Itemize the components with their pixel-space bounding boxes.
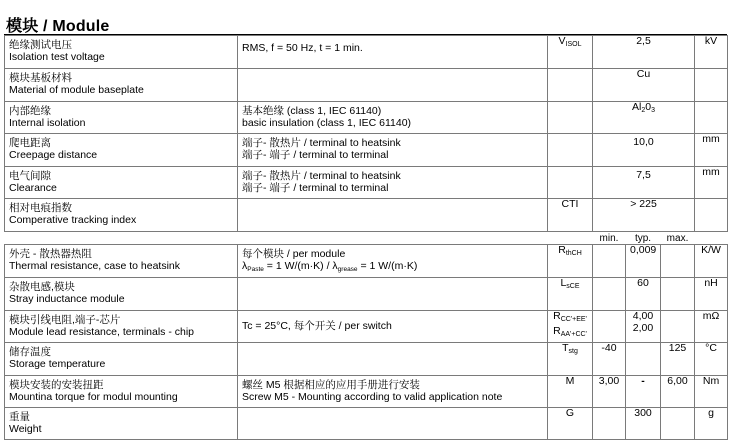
module-spec-table xyxy=(4,35,728,440)
min-cell: -40 xyxy=(593,343,626,376)
value-cell: 7,5 xyxy=(593,167,695,199)
typ-cell: 60 xyxy=(626,278,661,311)
symbol-cell xyxy=(548,69,593,102)
param-cell: 爬电距离 Creepage distance xyxy=(5,134,238,167)
symbol-cell: $T_{stg}$ xyxy=(548,343,593,376)
page-title: 模块 / Module xyxy=(6,18,110,35)
unit-cell xyxy=(695,102,728,134)
table-row xyxy=(5,167,728,199)
unit-cell: mm xyxy=(695,167,728,199)
max-cell xyxy=(661,278,695,311)
symbol-cell: $V_{ISOL}$ xyxy=(548,36,593,69)
param-cell: 储存温度 Storage temperature xyxy=(5,343,238,376)
min-cell xyxy=(593,245,626,278)
unit-cell: g xyxy=(695,408,728,440)
param-cell: 内部绝缘 Internal isolation xyxy=(5,102,238,134)
symbol-cell xyxy=(548,167,593,199)
condition-cell xyxy=(238,278,548,311)
table-row xyxy=(5,245,728,278)
param-cell: 绝缘测试电压 Isolation test voltage xyxy=(5,36,238,69)
condition-cell: 螺丝 M5 根据相应的应用手册进行安装 Screw M5 - Mounting according to valid application note xyxy=(238,376,548,408)
table-row xyxy=(5,134,728,167)
condition-cell: 每个模块 / per module λPaste = 1 W/(m·K) / λgrease = 1 W/(m·K) xyxy=(238,245,548,278)
min-cell xyxy=(593,278,626,311)
condition-cell: 基本绝缘 (class 1, IEC 61140) basic insulation (class 1, IEC 61140) xyxy=(238,102,548,134)
unit-cell: °C xyxy=(695,343,728,376)
param-cell: 模块引线电阻,端子-芯片 Module lead resistance, terminals - chip xyxy=(5,311,238,343)
table-row xyxy=(5,408,728,440)
table-row xyxy=(5,69,728,102)
symbol-cell xyxy=(548,102,593,134)
table-row xyxy=(5,311,728,343)
max-cell xyxy=(661,311,695,343)
table-row xyxy=(5,199,728,232)
condition-cell: RMS, f = 50 Hz, t = 1 min. xyxy=(238,36,548,69)
value-cell: $Al_20_3$ xyxy=(593,102,695,134)
param-cell: 重量 Weight xyxy=(5,408,238,440)
param-cell: 模块基板材料 Material of module baseplate xyxy=(5,69,238,102)
condition-cell xyxy=(238,199,548,232)
max-cell xyxy=(661,245,695,278)
condition-cell xyxy=(238,343,548,376)
max-cell xyxy=(661,408,695,440)
symbol-cell: $L_{sCE}$ xyxy=(548,278,593,311)
typ-cell xyxy=(626,343,661,376)
unit-cell: mm xyxy=(695,134,728,167)
typ-cell: 300 xyxy=(626,408,661,440)
typ-cell: 4,00 2,00 xyxy=(626,311,661,343)
max-cell: 125 xyxy=(661,343,695,376)
table-row xyxy=(5,102,728,134)
value-cell: Cu xyxy=(593,69,695,102)
symbol-cell: $R_{thCH}$ xyxy=(548,245,593,278)
column-header-row xyxy=(5,232,728,245)
condition-cell xyxy=(238,408,548,440)
table-row xyxy=(5,376,728,408)
unit-cell: nH xyxy=(695,278,728,311)
param-cell: 外壳 - 散热器热阻 Thermal resistance, case to heatsink xyxy=(5,245,238,278)
unit-cell: kV xyxy=(695,36,728,69)
unit-cell xyxy=(695,199,728,232)
unit-cell xyxy=(695,69,728,102)
param-cell: 相对电痕指数 Comperative tracking index xyxy=(5,199,238,232)
min-cell xyxy=(593,311,626,343)
condition-cell: Tc = 25°C, 每个开关 / per switch xyxy=(238,311,548,343)
typ-cell: 0,009 xyxy=(626,245,661,278)
max-cell: 6,00 xyxy=(661,376,695,408)
symbol-cell: $R_{CC'+EE'}$ $R_{AA'+CC'}$ xyxy=(548,311,593,343)
min-cell: 3,00 xyxy=(593,376,626,408)
typ-header: typ. xyxy=(626,232,661,245)
min-header: min. xyxy=(593,232,626,245)
condition-cell: 端子- 散热片 / terminal to heatsink 端子- 端子 / terminal to terminal xyxy=(238,134,548,167)
table-row xyxy=(5,278,728,311)
param-cell: 杂散电感,模块 Stray inductance module xyxy=(5,278,238,311)
unit-cell: Nm xyxy=(695,376,728,408)
max-header: max. xyxy=(661,232,695,245)
symbol-cell: CTI xyxy=(548,199,593,232)
symbol-cell: M xyxy=(548,376,593,408)
condition-cell: 端子- 散热片 / terminal to heatsink 端子- 端子 / terminal to terminal xyxy=(238,167,548,199)
table-row xyxy=(5,343,728,376)
symbol-cell: G xyxy=(548,408,593,440)
table-row xyxy=(5,36,728,69)
value-cell: > 225 xyxy=(593,199,695,232)
param-cell: 电气间隙 Clearance xyxy=(5,167,238,199)
unit-cell: K/W xyxy=(695,245,728,278)
min-cell xyxy=(593,408,626,440)
param-cell: 模块安装的安装扭距 Mountina torque for modul mounting xyxy=(5,376,238,408)
symbol-cell xyxy=(548,134,593,167)
typ-cell: - xyxy=(626,376,661,408)
unit-cell: mΩ xyxy=(695,311,728,343)
value-cell: 10,0 xyxy=(593,134,695,167)
value-cell: 2,5 xyxy=(593,36,695,69)
condition-cell xyxy=(238,69,548,102)
